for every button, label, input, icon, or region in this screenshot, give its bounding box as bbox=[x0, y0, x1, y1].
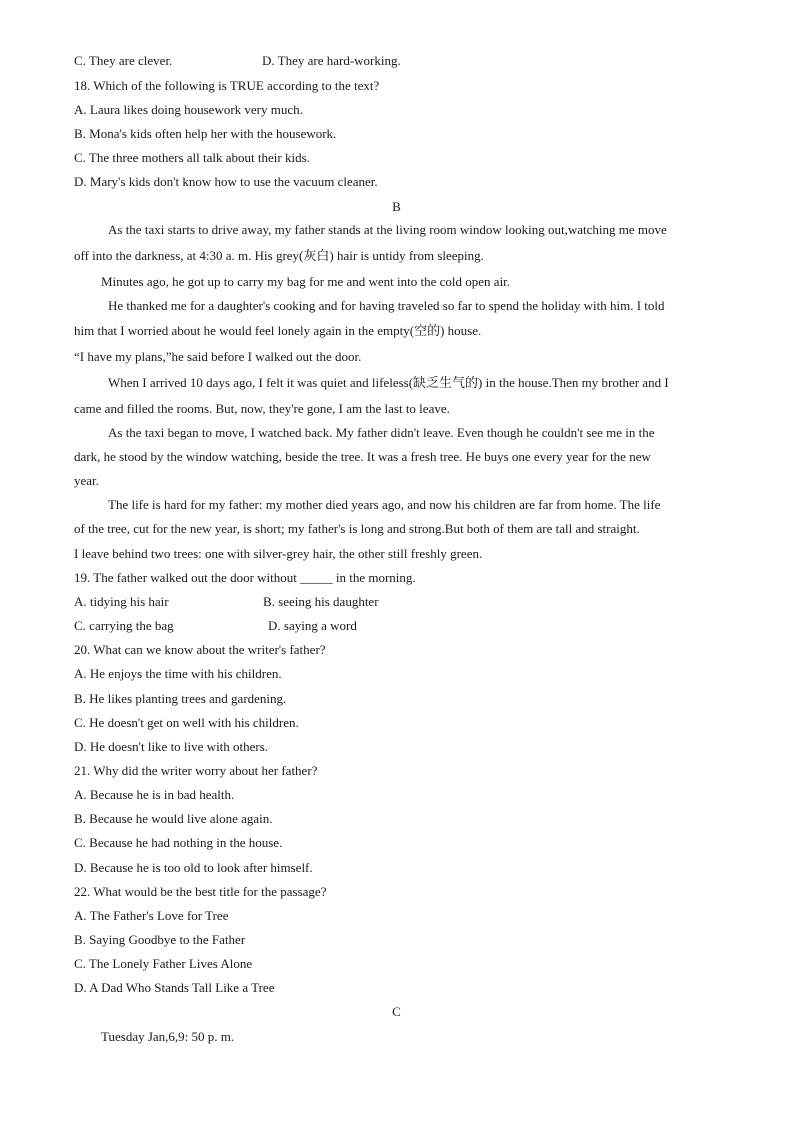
passage-b-p5-line1: When I arrived 10 days ago, I felt it was quiet and lifeless(缺乏生气的) in the house.Then my brother and I bbox=[108, 375, 669, 390]
q22-option-d: D. A Dad Who Stands Tall Like a Tree bbox=[74, 980, 275, 995]
q21-option-c: C. Because he had nothing in the house. bbox=[74, 835, 283, 850]
passage-b-p6-line1: As the taxi began to move, I watched back. My father didn't leave. Even though he couldn't see me in the bbox=[108, 425, 655, 440]
q20-option-d: D. He doesn't like to live with others. bbox=[74, 739, 269, 754]
q22-option-b: B. Saying Goodbye to the Father bbox=[74, 932, 246, 947]
passage-b-p1-line2: off into the darkness, at 4:30 a. m. His grey(灰白) hair is untidy from sleeping. bbox=[74, 248, 484, 263]
q20-option-c: C. He doesn't get on well with his children. bbox=[74, 715, 299, 730]
q19-option-d: D. saying a word bbox=[268, 618, 357, 633]
q19-stem: 19. The father walked out the door without _____ in the morning. bbox=[74, 570, 416, 585]
q18-option-d: D. Mary's kids don't know how to use the vacuum cleaner. bbox=[74, 174, 378, 189]
q21-option-a: A. Because he is in bad health. bbox=[74, 787, 235, 802]
q22-stem: 22. What would be the best title for the passage? bbox=[74, 884, 327, 899]
q20-stem: 20. What can we know about the writer's father? bbox=[74, 642, 326, 657]
q19-option-a: A. tidying his hair bbox=[74, 594, 169, 609]
passage-b-p3-line2: him that I worried about he would feel lonely again in the empty(空的) house. bbox=[74, 323, 482, 338]
q18-option-c: C. The three mothers all talk about their kids. bbox=[74, 150, 310, 165]
passage-b-p8: I leave behind two trees: one with silver-grey hair, the other still freshly green. bbox=[74, 546, 483, 561]
q18-option-a: A. Laura likes doing housework very much. bbox=[74, 102, 303, 117]
section-b-heading: B bbox=[392, 199, 401, 214]
q18-stem: 18. Which of the following is TRUE according to the text? bbox=[74, 78, 380, 93]
q20-option-b: B. He likes planting trees and gardening. bbox=[74, 691, 287, 706]
q22-option-a: A. The Father's Love for Tree bbox=[74, 908, 229, 923]
passage-b-p6-line2: dark, he stood by the window watching, beside the tree. It was a fresh tree. He buys one every year for the new bbox=[74, 449, 651, 464]
q17-option-d: D. They are hard-working. bbox=[262, 53, 401, 68]
q21-option-b: B. Because he would live alone again. bbox=[74, 811, 273, 826]
q19-option-b: B. seeing his daughter bbox=[263, 594, 379, 609]
q21-stem: 21. Why did the writer worry about her father? bbox=[74, 763, 318, 778]
q20-option-a: A. He enjoys the time with his children. bbox=[74, 666, 282, 681]
passage-b-p7-line2: of the tree, cut for the new year, is short; my father's is long and strong.But both of them are tall and straight. bbox=[74, 521, 640, 536]
passage-b-p4: “I have my plans,”he said before I walked out the door. bbox=[74, 349, 362, 364]
passage-c-date-line: Tuesday Jan,6,9: 50 p. m. bbox=[101, 1029, 235, 1044]
section-c-heading: C bbox=[392, 1004, 401, 1019]
passage-b-p6-line3: year. bbox=[74, 473, 99, 488]
passage-b-p1-line1: As the taxi starts to drive away, my father stands at the living room window looking out,watching me move bbox=[108, 222, 667, 237]
q19-option-c: C. carrying the bag bbox=[74, 618, 174, 633]
passage-b-p5-line2: came and filled the rooms. But, now, they're gone, I am the last to leave. bbox=[74, 401, 450, 416]
q17-option-c: C. They are clever. bbox=[74, 53, 173, 68]
passage-b-p3-line1: He thanked me for a daughter's cooking and for having traveled so far to spend the holiday with him. I told bbox=[108, 298, 665, 313]
q21-option-d: D. Because he is too old to look after himself. bbox=[74, 860, 313, 875]
passage-b-p2: Minutes ago, he got up to carry my bag for me and went into the cold open air. bbox=[101, 274, 511, 289]
passage-b-p7-line1: The life is hard for my father: my mother died years ago, and now his children are far from home. The life bbox=[108, 497, 661, 512]
q18-option-b: B. Mona's kids often help her with the housework. bbox=[74, 126, 337, 141]
q22-option-c: C. The Lonely Father Lives Alone bbox=[74, 956, 253, 971]
